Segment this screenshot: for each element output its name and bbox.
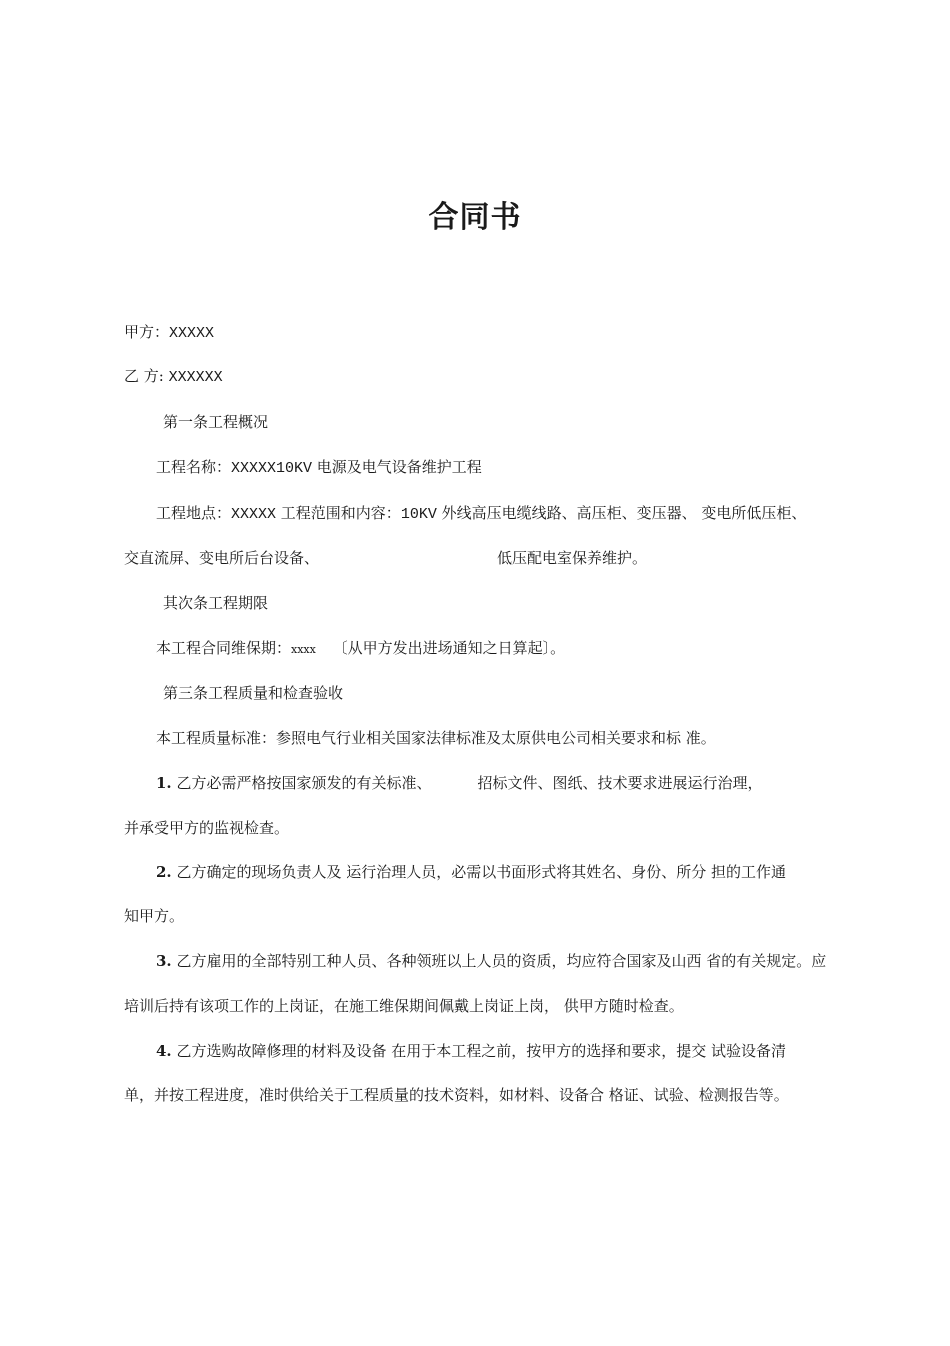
article-3-heading: 第三条工程质量和检查验收 <box>163 684 344 702</box>
scope-continued <box>124 548 647 568</box>
item-1-number: 1. <box>156 774 172 792</box>
party-b-label: 乙 方: <box>124 367 164 385</box>
item-3-line-2: 培训后持有该项工作的上岗证，在施工维保期间佩戴上岗证上岗， 供甲方随时检查。 <box>124 997 684 1015</box>
document-title: 合同书 <box>428 200 522 235</box>
party-a-value: XXXXX <box>169 325 215 342</box>
project-name-rest: 电源及电气设备维护工程 <box>312 458 482 476</box>
party-b-value: XXXXXX <box>168 369 223 386</box>
location-label: 工程地点： <box>156 504 232 522</box>
item-2-line-1 <box>156 862 786 882</box>
party-b <box>124 366 223 388</box>
project-name-code: XXXXX10KV <box>231 460 313 477</box>
project-name-label: 工程名称： <box>156 458 232 476</box>
item-4-line-1 <box>156 1041 786 1061</box>
item-1-text-a: 乙方必需严格按国家颁发的有关标准、 <box>171 774 432 792</box>
item-3-text: 乙方雇用的全部特别工种人员、各种领班以上人员的资质，均应符合国家及山西 省的有关规定。应 <box>171 952 827 970</box>
project-name <box>156 457 482 479</box>
term-label: 本工程合同维保期： <box>156 639 292 657</box>
scope-text-1: 外线高压电缆线路、高压柜、变压器、 变电所低压柜、 <box>436 504 807 522</box>
scope-code: 10KV <box>400 506 437 523</box>
article-1-heading: 第一条工程概况 <box>163 413 269 431</box>
project-location <box>156 503 806 525</box>
item-4-line-2: 单，并按工程进度，准时供给关于工程质量的技术资料，如材料、设备合 格证、试验、检测报告等。 <box>124 1086 789 1104</box>
item-3-number: 3. <box>156 952 172 970</box>
party-a-label: 甲方： <box>124 323 170 341</box>
scope-text-2b: 低压配电室保养维护。 <box>497 549 648 567</box>
item-1-line-2: 并承受甲方的监视检查。 <box>124 819 290 837</box>
item-3-line-1 <box>156 951 826 971</box>
item-2-text: 乙方确定的现场负责人及 运行治理人员，必需以书面形式将其姓名、身份、所分 担的工作通 <box>171 863 786 881</box>
party-a <box>124 322 214 344</box>
scope-text-2a: 交直流屏、变电所后台设备、 <box>124 549 320 567</box>
item-1-text-b: 招标文件、图纸、技术要求进展运行治理， <box>477 774 763 792</box>
item-2-number: 2. <box>156 863 172 881</box>
term-note: 〔从甲方发出进场通知之日算起〕。 <box>327 639 566 657</box>
item-4-text: 乙方选购故障修理的材料及设备 在用于本工程之前，按甲方的选择和要求，提交 试验设备清 <box>171 1042 786 1060</box>
item-2-line-2: 知甲方。 <box>124 907 185 925</box>
maintenance-term <box>156 638 565 660</box>
scope-label: 工程范围和内容： <box>276 504 401 522</box>
quality-standard: 本工程质量标准：参照电气行业相关国家法律标准及太原供电公司相关要求和标 准。 <box>156 729 716 747</box>
item-4-number: 4. <box>156 1042 172 1060</box>
location-code: XXXXX <box>231 506 277 523</box>
article-2-heading: 其次条工程期限 <box>163 594 269 612</box>
term-value: xxxx <box>291 643 316 656</box>
item-1-line-1 <box>156 773 762 793</box>
